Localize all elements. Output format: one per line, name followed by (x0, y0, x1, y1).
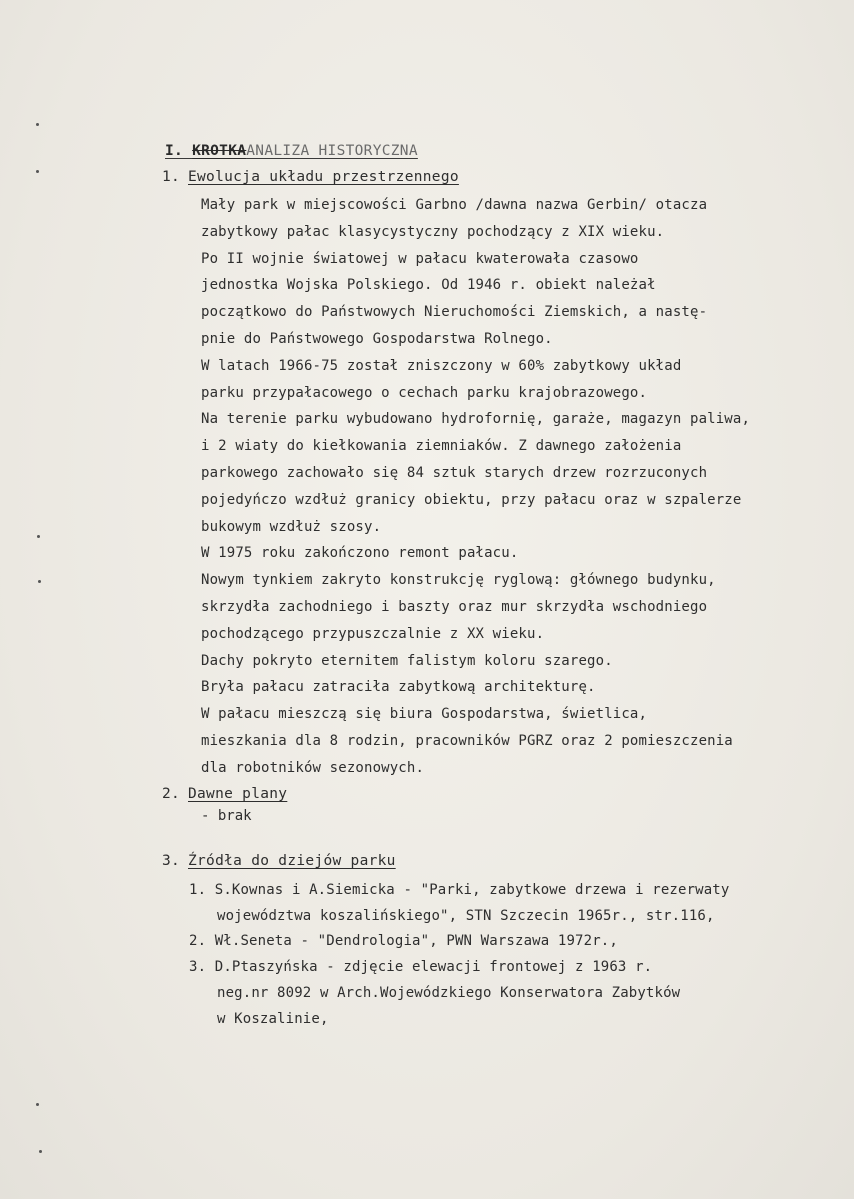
body-line: jednostka Wojska Polskiego. Od 1946 r. obiekt należał (201, 277, 656, 294)
heading-rest: ANALIZA HISTORYCZNA (246, 143, 418, 159)
margin-mark (36, 1103, 39, 1106)
section3-title-row (162, 853, 396, 869)
source-item-continuation: województwa koszalińskiego", STN Szczecin 1965r., str.116, (217, 907, 715, 924)
section-heading (165, 143, 418, 159)
body-line: i 2 wiaty do kiełkowania ziemniaków. Z dawnego założenia (201, 438, 682, 455)
body-line: pojedyńczo wzdłuż granicy obiektu, przy pałacu oraz w szpalerze (201, 491, 742, 508)
body-line: pochodzącego przypuszczalnie z XX wieku. (201, 625, 545, 642)
section3-sources (189, 878, 729, 1032)
source-item-continuation: neg.nr 8092 w Arch.Wojewódzkiego Konserwatora Zabytków (217, 984, 681, 1001)
body-line: Po II wojnie światowej w pałacu kwaterowała czasowo (201, 250, 639, 267)
section2-content: - brak (201, 808, 252, 824)
body-line: mieszkania dla 8 rodzin, pracowników PGRZ oraz 2 pomieszczenia (201, 732, 733, 749)
section2-title: Dawne plany (188, 786, 288, 802)
section3-number: 3. (162, 853, 181, 869)
source-item: 2. Wł.Seneta - "Dendrologia", PWN Warszawa 1972r., (189, 933, 618, 950)
body-line: W latach 1966-75 został zniszczony w 60% zabytkowy układ (201, 357, 682, 374)
body-line: Nowym tynkiem zakryto konstrukcję ryglową: głównego budynku, (201, 572, 716, 589)
section2-number: 2. (162, 786, 181, 802)
body-line: Na terenie parku wybudowano hydrofornię, garaże, magazyn paliwa, (201, 411, 751, 428)
source-item: 3. D.Ptaszyńska - zdjęcie elewacji frontowej z 1963 r. (189, 959, 653, 976)
body-line: zabytkowy pałac klasycystyczny pochodzący z XIX wieku. (201, 223, 665, 240)
body-line: pnie do Państwowego Gospodarstwa Rolnego. (201, 330, 553, 347)
margin-mark (39, 1150, 42, 1153)
body-line: parku przypałacowego o cechach parku krajobrazowego. (201, 384, 648, 401)
body-line: Bryła pałacu zatraciła zabytkową architekturę. (201, 679, 596, 696)
body-line: W 1975 roku zakończono remont pałacu. (201, 545, 519, 562)
section3-title: Źródła do dziejów parku (188, 853, 396, 869)
section1-title: Ewolucja układu przestrzennego (188, 169, 459, 185)
margin-mark (36, 170, 39, 173)
heading-struck-word: KROTKA (192, 143, 247, 159)
section1-title-row (162, 169, 459, 185)
section2-title-row (162, 786, 287, 802)
body-line: W pałacu mieszczą się biura Gospodarstwa, świetlica, (201, 706, 648, 723)
body-line: parkowego zachowało się 84 sztuk starych drzew rozrzuconych (201, 464, 708, 481)
body-line: Mały park w miejscowości Garbno /dawna nazwa Gerbin/ otacza (201, 197, 708, 213)
section1-body (201, 192, 750, 782)
source-item: 1. S.Kownas i A.Siemicka - "Parki, zabytkowe drzewa i rezerwaty (189, 882, 730, 898)
body-line: bukowym wzdłuż szosy. (201, 518, 382, 535)
body-line: skrzydła zachodniego i baszty oraz mur skrzydła wschodniego (201, 598, 708, 615)
body-line: początkowo do Państwowych Nieruchomości Ziemskich, a nastę- (201, 304, 708, 321)
margin-mark (36, 123, 39, 126)
body-line: dla robotników sezonowych. (201, 759, 425, 776)
margin-mark (37, 535, 40, 538)
heading-prefix: I. (165, 143, 193, 159)
section1-number: 1. (162, 169, 181, 185)
source-item-continuation: w Koszalinie, (217, 1010, 329, 1027)
body-line: Dachy pokryto eternitem falistym koloru szarego. (201, 652, 613, 669)
margin-mark (38, 580, 41, 583)
